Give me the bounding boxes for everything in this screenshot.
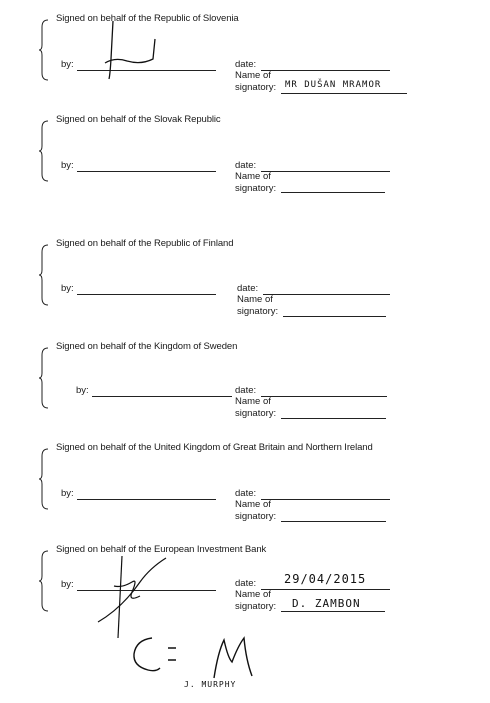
by-label: by: <box>61 160 74 171</box>
name-label: Name of <box>235 499 271 510</box>
handwritten-date: 29/04/2015 <box>284 572 367 586</box>
date-label: date: <box>237 283 259 294</box>
signatory-label: signatory: <box>235 183 277 194</box>
signature-block-slovenia <box>0 13 490 113</box>
brace-bracket <box>38 244 50 306</box>
signature-line[interactable] <box>77 171 216 172</box>
signature-block-eib <box>0 544 490 644</box>
extra-signature-mark <box>128 632 268 684</box>
name-label: Name of <box>235 70 271 81</box>
block-heading: Signed on behalf of the Republic of Slovenia <box>56 13 239 24</box>
name-line[interactable] <box>281 418 386 419</box>
by-label: by: <box>61 59 74 70</box>
date-line[interactable] <box>261 589 390 590</box>
name-line[interactable] <box>283 316 386 317</box>
name-label: Name of <box>235 171 271 182</box>
date-label: date: <box>235 578 257 589</box>
brace-bracket <box>38 120 50 182</box>
by-label: by: <box>61 283 74 294</box>
name-label: Name of <box>235 396 271 407</box>
brace-bracket <box>38 19 50 81</box>
block-heading: Signed on behalf of the Republic of Finland <box>56 238 234 249</box>
signature-line[interactable] <box>77 499 216 500</box>
brace-bracket <box>38 448 50 510</box>
signature-block-finland <box>0 238 490 338</box>
block-heading: Signed on behalf of the Slovak Republic <box>56 114 221 125</box>
signatory-label: signatory: <box>235 408 277 419</box>
by-label: by: <box>76 385 89 396</box>
extra-signatory-name: J. MURPHY <box>184 680 237 689</box>
name-line[interactable] <box>281 611 385 612</box>
date-line[interactable] <box>261 171 390 172</box>
by-label: by: <box>61 488 74 499</box>
block-heading: Signed on behalf of the European Investment Bank <box>56 544 267 555</box>
date-line[interactable] <box>261 499 390 500</box>
signatory-label: signatory: <box>235 511 277 522</box>
date-label: date: <box>235 385 257 396</box>
handwritten-name: MR DUŠAN MRAMOR <box>285 80 382 90</box>
name-label: Name of <box>235 589 271 600</box>
signature-line[interactable] <box>92 396 232 397</box>
brace-bracket <box>38 347 50 409</box>
signatory-label: signatory: <box>237 306 279 317</box>
block-heading: Signed on behalf of the Kingdom of Sweden <box>56 341 238 352</box>
handwritten-name: D. ZAMBON <box>292 597 361 610</box>
date-label: date: <box>235 59 257 70</box>
signature-block-united-kingdom <box>0 442 490 542</box>
signatory-label: signatory: <box>235 601 277 612</box>
signature-block-slovakia <box>0 114 490 214</box>
signatory-label: signatory: <box>235 82 277 93</box>
name-line[interactable] <box>281 93 407 94</box>
signature-mark <box>95 19 165 81</box>
name-line[interactable] <box>281 521 386 522</box>
date-line[interactable] <box>261 70 390 71</box>
signature-line[interactable] <box>77 294 216 295</box>
brace-bracket <box>38 550 50 612</box>
date-line[interactable] <box>261 396 387 397</box>
date-label: date: <box>235 488 257 499</box>
date-line[interactable] <box>263 294 390 295</box>
block-heading: Signed on behalf of the United Kingdom of Great Britain and Northern Ireland <box>56 442 373 453</box>
by-label: by: <box>61 579 74 590</box>
signature-block-sweden <box>0 341 490 441</box>
date-label: date: <box>235 160 257 171</box>
name-label: Name of <box>237 294 273 305</box>
name-line[interactable] <box>281 192 385 193</box>
